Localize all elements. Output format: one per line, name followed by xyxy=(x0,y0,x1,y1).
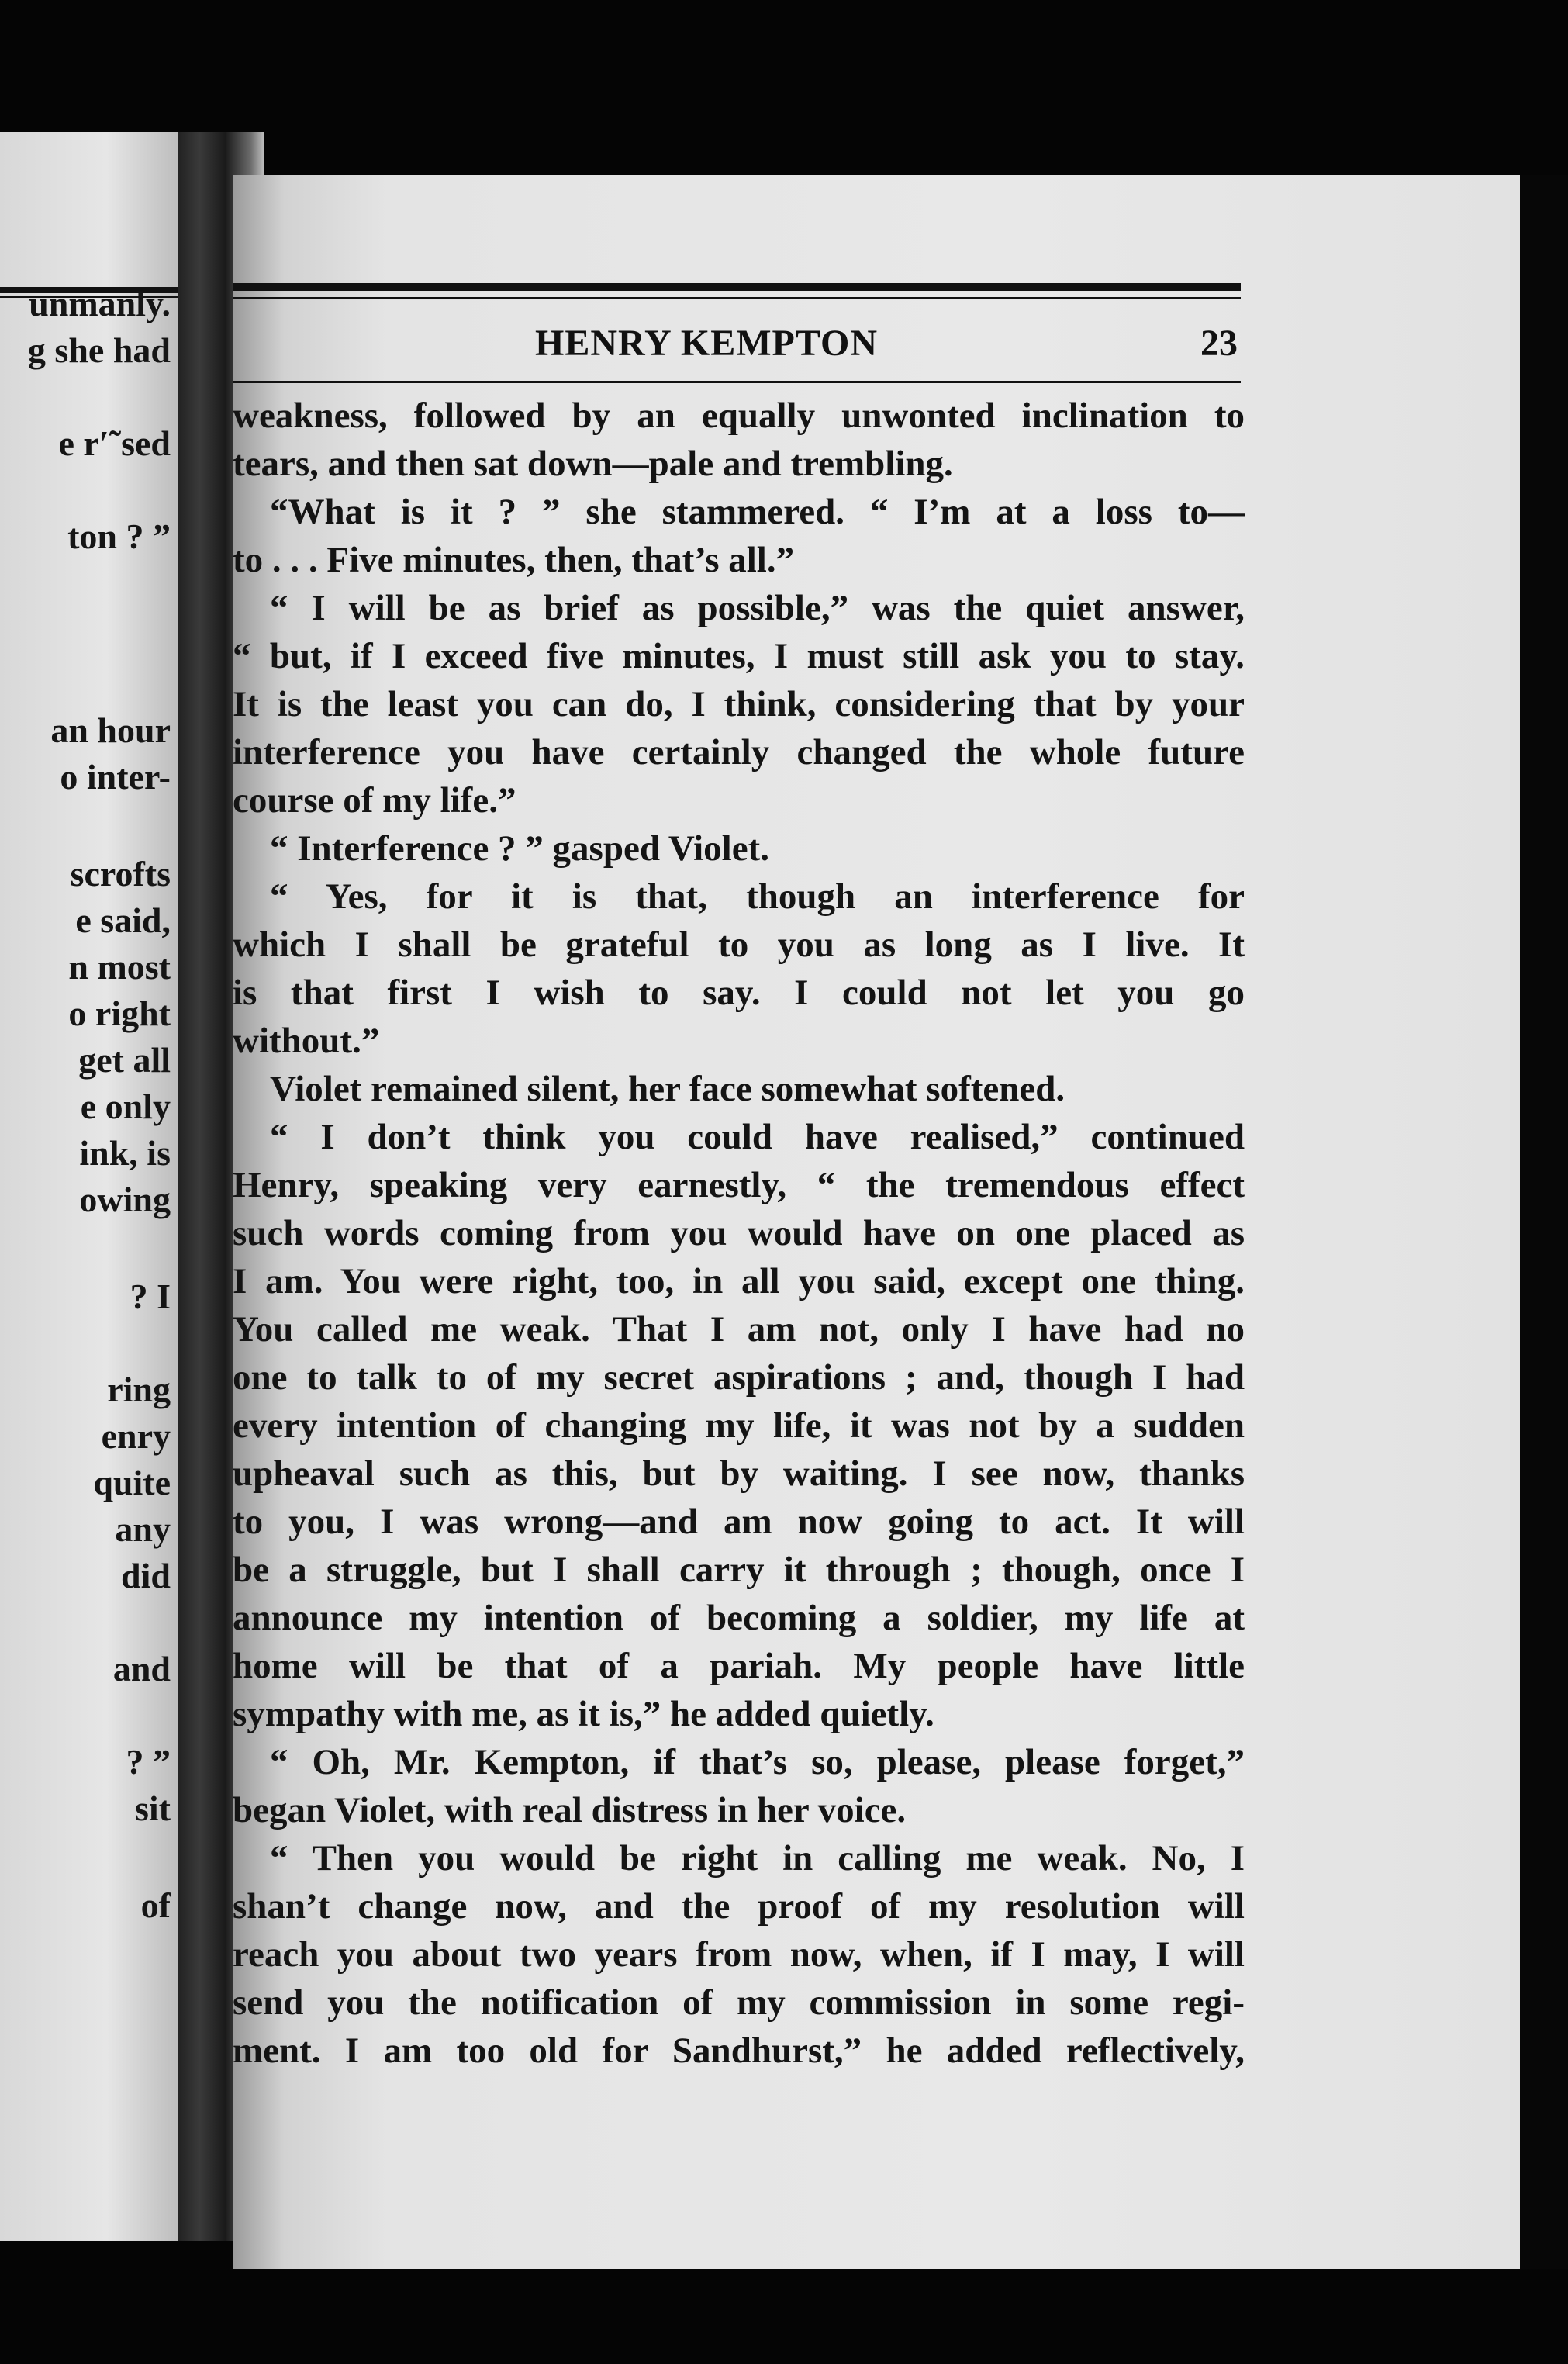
left-page-line: ? I xyxy=(130,1277,171,1316)
left-page-line: o inter- xyxy=(60,757,171,797)
left-page-line: g she had xyxy=(27,330,171,370)
body-line: “What is it ? ” she stammered. “ I’m at a loss to— xyxy=(270,492,1245,532)
body-line: shan’t change now, and the proof of my resolution will xyxy=(233,1886,1245,1927)
body-line: one to talk to of my secret aspirations ; and, though I had xyxy=(233,1357,1245,1398)
body-line: send you the notification of my commission in some regi- xyxy=(233,1982,1245,2023)
left-page-line: o right xyxy=(68,994,171,1033)
left-page-line: quite xyxy=(93,1463,171,1502)
left-page-line: scrofts xyxy=(70,854,171,893)
body-line: “ Then you would be right in calling me weak. No, I xyxy=(270,1838,1245,1878)
body-line: tears, and then sat down—pale and trembling. xyxy=(233,444,953,484)
body-line: You called me weak. That I am not, only I have had no xyxy=(233,1309,1245,1350)
left-page-line: an hour xyxy=(50,710,171,750)
left-page-line: and xyxy=(112,1649,171,1688)
body-line: “ Oh, Mr. Kempton, if that’s so, please, please forget,” xyxy=(270,1742,1245,1782)
left-page-line: e said, xyxy=(75,900,171,940)
left-page-line: e r′˜sed xyxy=(58,423,171,463)
left-page-line: e only xyxy=(80,1087,171,1126)
body-text xyxy=(233,392,1245,2075)
body-line: without.” xyxy=(233,1021,380,1061)
body-line: such words coming from you would have on one placed as xyxy=(233,1213,1245,1253)
body-line: sympathy with me, as it is,” he added quietly. xyxy=(233,1694,934,1734)
left-page-line: enry xyxy=(101,1416,171,1456)
body-line: to you, I was wrong—and am now going to act. It will xyxy=(233,1502,1245,1542)
header-rule-bottom xyxy=(233,381,1241,383)
left-page-line: of xyxy=(140,1885,171,1925)
running-title: HENRY KEMPTON xyxy=(535,323,878,364)
body-line: every intention of changing my life, it was not by a sudden xyxy=(233,1405,1245,1446)
left-page-line: sit xyxy=(135,1789,171,1828)
body-line: “ but, if I exceed five minutes, I must still ask you to stay. xyxy=(233,636,1245,676)
body-line: home will be that of a pariah. My people have little xyxy=(233,1646,1245,1686)
left-page-line: unmanly. xyxy=(29,284,171,323)
left-page-line: ink, is xyxy=(79,1133,171,1173)
running-head xyxy=(233,322,1241,376)
scan-edge xyxy=(1520,175,1568,2269)
body-line: “ Interference ? ” gasped Violet. xyxy=(270,828,769,869)
body-line: reach you about two years from now, when, if I may, I will xyxy=(233,1934,1245,1975)
body-line: “ Yes, for it is that, though an interference for xyxy=(270,876,1245,917)
body-line: “ I will be as brief as possible,” was the quiet answer, xyxy=(270,588,1245,628)
left-facing-page xyxy=(0,132,178,2241)
left-page-line: ton ? ” xyxy=(67,517,171,556)
left-page-line: did xyxy=(121,1556,171,1595)
body-line: course of my life.” xyxy=(233,780,516,821)
left-page-line: n most xyxy=(68,947,171,987)
left-page-line: ? ” xyxy=(126,1742,171,1782)
left-page-line: owing xyxy=(79,1180,171,1219)
left-page-line: get all xyxy=(78,1040,171,1080)
body-line: interference you have certainly changed the whole future xyxy=(233,732,1245,772)
body-line: It is the least you can do, I think, considering that by your xyxy=(233,684,1245,724)
body-line: “ I don’t think you could have realised,” continued xyxy=(270,1117,1245,1157)
left-page-line: ring xyxy=(107,1370,171,1409)
header-rule-thick xyxy=(233,283,1241,291)
body-line: which I shall be grateful to you as long as I live. It xyxy=(233,925,1245,965)
header-rule-thin xyxy=(233,297,1241,299)
body-line: upheaval such as this, but by waiting. I see now, thanks xyxy=(233,1453,1245,1494)
body-line: Violet remained silent, her face somewhat softened. xyxy=(270,1069,1065,1109)
right-page xyxy=(233,175,1520,2269)
body-line: to . . . Five minutes, then, that’s all.” xyxy=(233,540,795,580)
body-line: weakness, followed by an equally unwonted inclination to xyxy=(233,396,1245,436)
body-line: be a struggle, but I shall carry it through ; though, once I xyxy=(233,1550,1245,1590)
body-line: is that first I wish to say. I could not let you go xyxy=(233,973,1245,1013)
body-line: began Violet, with real distress in her voice. xyxy=(233,1790,907,1830)
body-line: announce my intention of becoming a soldier, my life at xyxy=(233,1598,1245,1638)
page-number: 23 xyxy=(1200,323,1238,364)
body-line: I am. You were right, too, in all you said, except one thing. xyxy=(233,1261,1245,1301)
body-line: Henry, speaking very earnestly, “ the tremendous effect xyxy=(233,1165,1245,1205)
left-page-line: any xyxy=(115,1509,171,1549)
body-line: ment. I am too old for Sandhurst,” he added reflectively, xyxy=(233,2030,1245,2071)
